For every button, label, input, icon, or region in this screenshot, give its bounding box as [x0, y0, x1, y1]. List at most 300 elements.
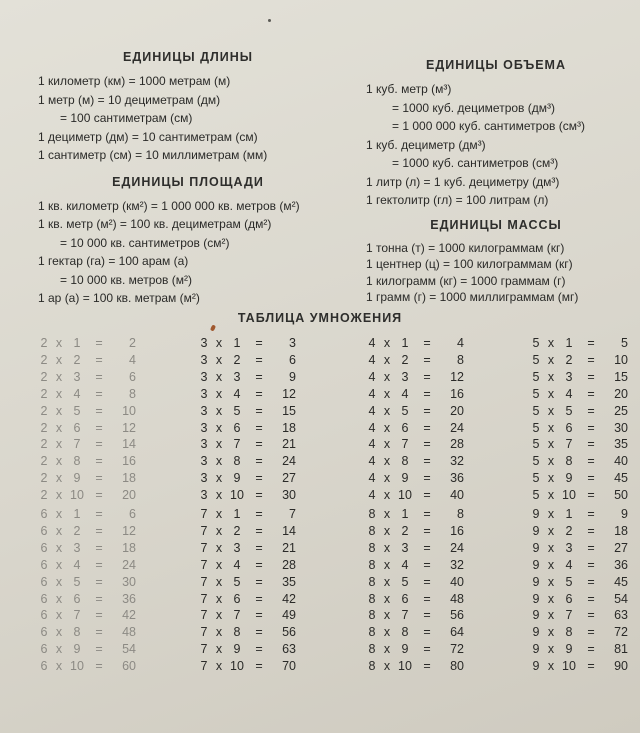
multiplier: 7 — [73, 437, 81, 452]
times-sign: x — [215, 403, 223, 418]
multiplication-row — [530, 386, 628, 403]
multiplication-row — [530, 420, 628, 437]
multiplier: 2 — [73, 352, 81, 367]
times-sign: x — [383, 659, 391, 674]
equals-sign: = — [255, 507, 263, 521]
product: 6 — [289, 352, 296, 367]
times-sign: x — [547, 336, 555, 350]
product: 42 — [282, 591, 296, 606]
multiplication-row — [198, 641, 296, 658]
equals-sign: = — [587, 625, 595, 640]
equals-sign: = — [587, 591, 595, 606]
equals-sign: = — [95, 659, 103, 674]
product: 16 — [450, 523, 464, 538]
factor: 8 — [368, 659, 376, 674]
equals-sign: = — [255, 574, 263, 589]
product: 45 — [614, 574, 628, 589]
product: 27 — [614, 540, 628, 555]
multiplication-row — [366, 574, 464, 591]
equals-sign: = — [95, 437, 103, 452]
multiplication-table-title: ТАБЛИЦА УМНОЖЕНИЯ — [237, 311, 403, 325]
factor: 2 — [40, 488, 48, 503]
multiplication-row — [38, 386, 136, 403]
product: 2 — [129, 336, 136, 350]
multiplier: 1 — [73, 507, 81, 521]
product: 32 — [450, 557, 464, 572]
factor: 5 — [532, 369, 540, 384]
factor: 7 — [200, 642, 208, 657]
factor: 8 — [368, 591, 376, 606]
factor: 5 — [532, 454, 540, 469]
multiplier: 8 — [401, 454, 409, 469]
equals-sign: = — [423, 540, 431, 555]
area-line: = 10 000 кв. сантиметров (см²) — [60, 235, 230, 250]
multiplier: 10 — [70, 659, 84, 674]
multiplication-row — [38, 403, 136, 420]
factor: 3 — [200, 403, 208, 418]
multiplier: 2 — [401, 352, 409, 367]
equals-sign: = — [587, 352, 595, 367]
factor: 2 — [40, 437, 48, 452]
multiplier: 8 — [565, 625, 573, 640]
mass-line: 1 тонна (т) = 1000 килограммам (кг) — [366, 240, 565, 255]
multiplication-row — [198, 540, 296, 557]
product: 20 — [450, 403, 464, 418]
factor: 3 — [200, 471, 208, 486]
multiplier: 5 — [73, 403, 81, 418]
equals-sign: = — [95, 591, 103, 606]
product: 4 — [457, 336, 464, 350]
equals-sign: = — [587, 540, 595, 555]
product: 72 — [614, 625, 628, 640]
equals-sign: = — [423, 369, 431, 384]
equals-sign: = — [587, 507, 595, 521]
product: 18 — [282, 420, 296, 435]
factor: 7 — [200, 557, 208, 572]
multiplier: 2 — [401, 523, 409, 538]
product: 54 — [614, 591, 628, 606]
multiplier: 7 — [565, 437, 573, 452]
multiplication-row — [38, 523, 136, 540]
times-sign: x — [383, 557, 391, 572]
product: 45 — [614, 471, 628, 486]
product: 14 — [282, 523, 296, 538]
equals-sign: = — [255, 386, 263, 401]
multiplication-row — [198, 386, 296, 403]
multiplication-row — [366, 557, 464, 574]
mass-line: 1 центнер (ц) = 100 килограммам (кг) — [366, 257, 573, 271]
equals-sign: = — [95, 369, 103, 384]
product: 40 — [614, 454, 628, 469]
multiplication-row — [38, 591, 136, 608]
equals-sign: = — [587, 523, 595, 538]
times-sign: x — [383, 420, 391, 435]
product: 15 — [614, 369, 628, 384]
times-sign: x — [55, 591, 63, 606]
factor: 9 — [532, 507, 540, 521]
times-table-2 — [38, 335, 136, 504]
times-sign: x — [547, 591, 555, 606]
volume-line: = 1000 куб. дециметров (дм³) — [392, 100, 556, 115]
factor: 2 — [40, 471, 48, 486]
product: 16 — [450, 386, 464, 401]
product: 49 — [282, 608, 296, 623]
product: 80 — [450, 659, 464, 674]
times-sign: x — [547, 386, 555, 401]
times-sign: x — [383, 471, 391, 486]
multiplication-row — [530, 506, 628, 523]
area-line: 1 гектар (га) = 100 арам (а) — [38, 254, 189, 268]
multiplication-row — [530, 470, 628, 487]
equals-sign: = — [423, 523, 431, 538]
product: 64 — [450, 625, 464, 640]
product: 10 — [614, 352, 628, 367]
factor: 5 — [532, 352, 540, 367]
multiplication-row — [198, 470, 296, 487]
times-sign: x — [383, 454, 391, 469]
multiplication-row — [530, 607, 628, 624]
times-sign: x — [547, 608, 555, 623]
equals-sign: = — [423, 336, 431, 350]
times-sign: x — [55, 523, 63, 538]
product: 25 — [614, 403, 628, 418]
product: 56 — [450, 608, 464, 623]
equals-sign: = — [587, 488, 595, 503]
product: 72 — [450, 642, 464, 657]
equals-sign: = — [587, 454, 595, 469]
times-sign: x — [547, 488, 555, 503]
equals-sign: = — [255, 608, 263, 623]
factor: 3 — [200, 488, 208, 503]
multiplier: 5 — [73, 574, 81, 589]
product: 36 — [450, 471, 464, 486]
equals-sign: = — [587, 608, 595, 623]
times-sign: x — [547, 471, 555, 486]
multiplication-row — [38, 470, 136, 487]
product: 21 — [282, 437, 296, 452]
multiplier: 6 — [233, 420, 241, 435]
times-table-4 — [366, 335, 464, 504]
equals-sign: = — [255, 437, 263, 452]
times-sign: x — [215, 557, 223, 572]
area-line: 1 ар (а) = 100 кв. метрам (м²) — [38, 291, 200, 305]
factor: 2 — [40, 369, 48, 384]
multiplication-row — [198, 658, 296, 675]
times-sign: x — [215, 507, 223, 521]
area-line: 1 кв. метр (м²) = 100 кв. дециметрам (дм²) — [38, 217, 272, 231]
factor: 8 — [368, 557, 376, 572]
equals-sign: = — [587, 403, 595, 418]
ink-mark — [210, 324, 216, 331]
multiplier: 7 — [401, 437, 409, 452]
product: 48 — [122, 625, 136, 640]
multiplier: 1 — [565, 507, 573, 521]
multiplication-row — [530, 557, 628, 574]
multiplier: 9 — [565, 471, 573, 486]
product: 30 — [614, 420, 628, 435]
volume-units-title: ЕДИНИЦЫ ОБЪЕМА — [426, 58, 566, 72]
multiplication-row — [198, 369, 296, 386]
equals-sign: = — [95, 574, 103, 589]
equals-sign: = — [587, 437, 595, 452]
times-sign: x — [547, 369, 555, 384]
multiplier: 8 — [73, 454, 81, 469]
equals-sign: = — [423, 574, 431, 589]
factor: 5 — [532, 403, 540, 418]
factor: 8 — [368, 574, 376, 589]
multiplication-row — [366, 453, 464, 470]
factor: 7 — [200, 608, 208, 623]
times-sign: x — [55, 471, 63, 486]
multiplication-row — [366, 540, 464, 557]
multiplication-row — [38, 540, 136, 557]
equals-sign: = — [255, 642, 263, 657]
multiplication-row — [530, 658, 628, 675]
equals-sign: = — [95, 352, 103, 367]
times-sign: x — [55, 403, 63, 418]
factor: 3 — [200, 369, 208, 384]
factor: 4 — [368, 369, 376, 384]
multiplication-row — [38, 335, 136, 352]
multiplier: 1 — [233, 507, 241, 521]
equals-sign: = — [255, 557, 263, 572]
multiplier: 9 — [73, 471, 81, 486]
times-sign: x — [55, 659, 63, 674]
factor: 8 — [368, 625, 376, 640]
multiplier: 10 — [230, 488, 244, 503]
product: 36 — [122, 591, 136, 606]
equals-sign: = — [423, 471, 431, 486]
factor: 4 — [368, 471, 376, 486]
times-sign: x — [383, 336, 391, 350]
equals-sign: = — [95, 625, 103, 640]
multiplier: 3 — [565, 540, 573, 555]
factor: 3 — [200, 454, 208, 469]
multiplication-row — [38, 624, 136, 641]
times-sign: x — [215, 642, 223, 657]
equals-sign: = — [95, 471, 103, 486]
multiplier: 3 — [233, 369, 241, 384]
equals-sign: = — [255, 659, 263, 674]
multiplication-row — [530, 487, 628, 504]
times-sign: x — [215, 471, 223, 486]
volume-line: 1 литр (л) = 1 куб. дециметру (дм³) — [366, 174, 560, 189]
multiplication-row — [198, 335, 296, 352]
multiplication-row — [366, 335, 464, 352]
factor: 4 — [368, 420, 376, 435]
equals-sign: = — [423, 386, 431, 401]
times-sign: x — [547, 642, 555, 657]
times-sign: x — [215, 420, 223, 435]
mass-units-title: ЕДИНИЦЫ МАССЫ — [430, 217, 562, 232]
multiplier: 5 — [401, 574, 409, 589]
multiplication-row — [366, 487, 464, 504]
length-line: = 100 сантиметрам (см) — [60, 111, 193, 125]
multiplication-row — [38, 453, 136, 470]
equals-sign: = — [423, 557, 431, 572]
multiplication-row — [198, 420, 296, 437]
times-sign: x — [547, 420, 555, 435]
product: 16 — [122, 454, 136, 469]
multiplication-row — [198, 453, 296, 470]
factor: 8 — [368, 507, 376, 521]
product: 24 — [282, 454, 296, 469]
multiplication-row — [198, 557, 296, 574]
equals-sign: = — [423, 591, 431, 606]
multiplier: 1 — [401, 507, 409, 521]
multiplier: 2 — [565, 352, 573, 367]
product: 9 — [289, 369, 296, 384]
product: 50 — [614, 488, 628, 503]
times-sign: x — [55, 437, 63, 452]
multiplier: 9 — [73, 642, 81, 657]
times-sign: x — [215, 352, 223, 367]
multiplication-row — [198, 607, 296, 624]
multiplication-row — [366, 436, 464, 453]
times-sign: x — [383, 608, 391, 623]
times-table-5 — [530, 335, 628, 504]
product: 63 — [614, 608, 628, 623]
factor: 9 — [532, 557, 540, 572]
multiplier: 8 — [73, 625, 81, 640]
product: 36 — [614, 557, 628, 572]
equals-sign: = — [255, 591, 263, 606]
times-sign: x — [547, 454, 555, 469]
multiplication-row — [530, 540, 628, 557]
product: 28 — [282, 557, 296, 572]
times-table-3 — [198, 335, 296, 504]
equals-sign: = — [423, 659, 431, 674]
product: 12 — [450, 369, 464, 384]
times-sign: x — [55, 608, 63, 623]
product: 10 — [122, 403, 136, 418]
times-sign: x — [215, 540, 223, 555]
factor: 3 — [200, 386, 208, 401]
equals-sign: = — [423, 352, 431, 367]
equals-sign: = — [587, 369, 595, 384]
factor: 6 — [40, 642, 48, 657]
times-sign: x — [383, 386, 391, 401]
factor: 4 — [368, 386, 376, 401]
multiplier: 9 — [233, 642, 241, 657]
product: 6 — [129, 507, 136, 521]
product: 30 — [122, 574, 136, 589]
product: 18 — [614, 523, 628, 538]
multiplier: 4 — [401, 386, 409, 401]
times-sign: x — [547, 557, 555, 572]
multiplication-row — [530, 591, 628, 608]
factor: 7 — [200, 625, 208, 640]
equals-sign: = — [255, 403, 263, 418]
factor: 6 — [40, 608, 48, 623]
multiplication-row — [366, 386, 464, 403]
multiplication-row — [198, 506, 296, 523]
factor: 3 — [200, 352, 208, 367]
multiplier: 10 — [398, 659, 412, 674]
multiplier: 6 — [565, 420, 573, 435]
multiplication-row — [38, 420, 136, 437]
multiplication-row — [530, 369, 628, 386]
times-sign: x — [55, 625, 63, 640]
factor: 6 — [40, 625, 48, 640]
multiplication-row — [38, 658, 136, 675]
equals-sign: = — [587, 574, 595, 589]
multiplier: 1 — [73, 336, 81, 350]
equals-sign: = — [255, 420, 263, 435]
volume-line: = 1 000 000 куб. сантиметров (см³) — [392, 119, 585, 133]
product: 27 — [282, 471, 296, 486]
area-line: = 10 000 кв. метров (м²) — [60, 272, 192, 287]
multiplication-row — [366, 420, 464, 437]
equals-sign: = — [423, 488, 431, 503]
multiplier: 9 — [401, 471, 409, 486]
multiplication-row — [38, 607, 136, 624]
multiplier: 3 — [233, 540, 241, 555]
multiplication-row — [198, 624, 296, 641]
product: 12 — [122, 420, 136, 435]
multiplier: 10 — [562, 659, 576, 674]
multiplier: 5 — [565, 574, 573, 589]
factor: 6 — [40, 523, 48, 538]
factor: 7 — [200, 591, 208, 606]
multiplier: 7 — [233, 608, 241, 623]
multiplier: 2 — [565, 523, 573, 538]
mass-line: 1 килограмм (кг) = 1000 граммам (г) — [366, 273, 566, 288]
factor: 4 — [368, 403, 376, 418]
factor: 3 — [200, 420, 208, 435]
factor: 9 — [532, 523, 540, 538]
multiplication-row — [198, 436, 296, 453]
equals-sign: = — [587, 336, 595, 350]
area-units-section — [38, 175, 338, 308]
multiplication-row — [366, 523, 464, 540]
times-sign: x — [383, 352, 391, 367]
factor: 8 — [368, 608, 376, 623]
times-sign: x — [547, 523, 555, 538]
times-sign: x — [55, 642, 63, 657]
equals-sign: = — [423, 642, 431, 657]
multiplier: 10 — [230, 659, 244, 674]
times-sign: x — [547, 540, 555, 555]
multiplier: 10 — [398, 488, 412, 503]
equals-sign: = — [587, 386, 595, 401]
factor: 7 — [200, 540, 208, 555]
factor: 6 — [40, 507, 48, 521]
multiplier: 4 — [233, 557, 241, 572]
times-sign: x — [215, 608, 223, 623]
multiplication-row — [198, 591, 296, 608]
factor: 6 — [40, 557, 48, 572]
multiplier: 10 — [70, 488, 84, 503]
product: 35 — [614, 437, 628, 452]
product: 14 — [122, 437, 136, 452]
times-sign: x — [547, 437, 555, 452]
equals-sign: = — [255, 488, 263, 503]
times-sign: x — [547, 625, 555, 640]
factor: 6 — [40, 540, 48, 555]
multiplier: 1 — [401, 336, 409, 350]
times-sign: x — [547, 659, 555, 674]
multiplication-row — [366, 624, 464, 641]
multiplier: 3 — [401, 540, 409, 555]
equals-sign: = — [95, 557, 103, 572]
multiplier: 1 — [233, 336, 241, 350]
multiplier: 2 — [233, 352, 241, 367]
equals-sign: = — [95, 507, 103, 521]
factor: 7 — [200, 574, 208, 589]
equals-sign: = — [255, 523, 263, 538]
multiplication-row — [366, 352, 464, 369]
